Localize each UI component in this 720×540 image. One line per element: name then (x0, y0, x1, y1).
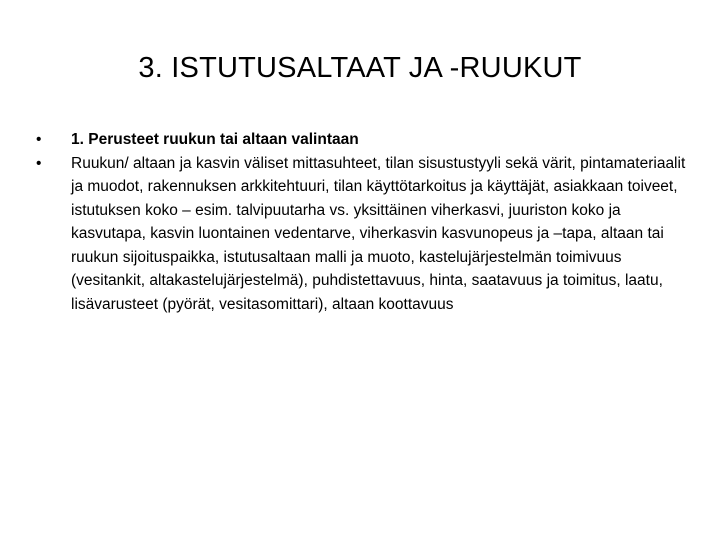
slide-title: 3. ISTUTUSALTAAT JA -RUUKUT (138, 52, 582, 84)
bullet-list (36, 128, 686, 316)
bullet-item-1 (36, 128, 686, 152)
bullet-text-2: Ruukun/ altaan ja kasvin väliset mittasuhteet, tilan sisustustyyli sekä värit, pintamateriaalit ja muodot, rakennuksen arkkitehtuuri, tilan käyttötarkoitus ja käyttäjät, asiakkaan toiveet, istutuksen koko – esim. talvipuutarha vs. yksittäinen viherkasvi, juuriston koko ja kasvutapa, kasvin luontainen vedentarve, viherkasvin kasvunopeus ja –tapa, altaan tai ruukun sijoituspaikka, istutusaltaan malli ja muoto, kastelujärjestelmän toimivuus (vesitankit, altakastelujärjestelmä), puhdistettavuus, hinta, saatavuus ja toimitus, laatu, lisävarusteet (pyörät, vesitasomittari), altaan koottavuus (71, 154, 686, 313)
bullet-dot-icon: • (36, 154, 42, 172)
bullet-item-2 (36, 152, 686, 317)
bullet-text-1: 1. Perusteet ruukun tai altaan valintaan (71, 131, 359, 148)
bullet-dot-icon: • (36, 131, 42, 148)
